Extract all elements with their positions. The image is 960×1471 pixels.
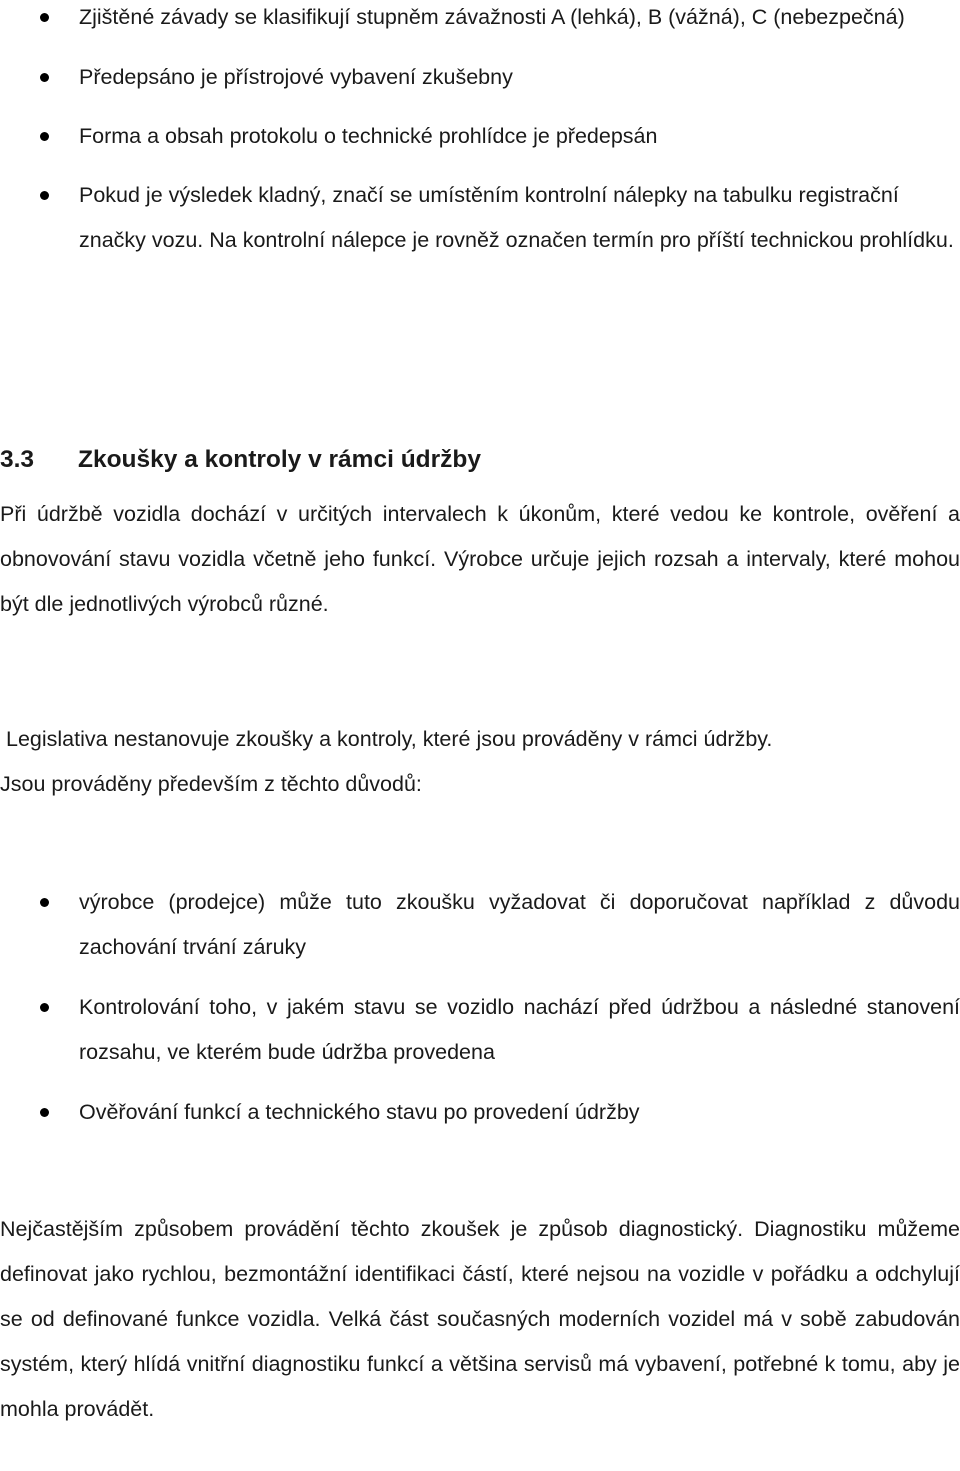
list-item <box>0 55 960 100</box>
section-number: 3.3 <box>0 446 35 473</box>
list-item-text: výrobce (prodejce) může tuto zkoušku vyžadovat či doporučovat například z důvodu zachování trvání záruky <box>79 890 960 959</box>
paragraph-legislation-line1: Legislativa nestanovuje zkoušky a kontroly, které jsou prováděny v rámci údržby. <box>6 727 773 751</box>
top-bullet-list <box>0 0 960 278</box>
list-item-text: Předepsáno je přístrojové vybavení zkušebny <box>79 65 513 89</box>
list-item <box>0 1090 960 1135</box>
list-item-text: Zjištěné závady se klasifikují stupněm závažnosti A (lehká), B (vážná), C (nebezpečná) <box>79 5 905 29</box>
bullet-icon <box>40 191 49 200</box>
list-item <box>0 0 960 40</box>
list-item-text: Ověřování funkcí a technického stavu po provedení údržby <box>79 1100 640 1124</box>
list-item <box>0 173 960 263</box>
paragraph-intro: Při údržbě vozidla dochází v určitých intervalech k úkonům, které vedou ke kontrole, ověření a obnovování stavu vozidla včetně jeho funkcí. Výrobce určuje jejich rozsah a intervaly, které mohou být dle jednotlivých výrobců různé. <box>0 502 960 616</box>
paragraph-diagnostics: Nejčastějším způsobem provádění těchto zkoušek je způsob diagnostický. Diagnostiku můžeme definovat jako rychlou, bezmontážní identifikaci částí, které nejsou na vozidle v pořádku a odchylují se od definované funkce vozidla. Velká část současných moderních vozidel má v sobě zabudován systém, který hlídá vnitřní diagnostiku funkcí a většina servisů má vybavení, potřebné k tomu, aby je mohla provádět. <box>0 1217 960 1421</box>
paragraph-legislation-line2: Jsou prováděny především z těchto důvodů: <box>0 772 422 796</box>
section-title: Zkoušky a kontroly v rámci údržby <box>78 446 482 473</box>
bullet-icon <box>40 132 49 141</box>
bullet-icon <box>40 1108 49 1117</box>
section-heading <box>0 437 960 482</box>
list-item-text: Pokud je výsledek kladný, značí se umístěním kontrolní nálepky na tabulku registrační značky vozu. Na kontrolní nálepce je rovněž označen termín pro příští technickou prohlídku. <box>79 183 954 252</box>
reasons-list <box>0 880 960 1150</box>
bullet-icon <box>40 73 49 82</box>
list-item-text: Forma a obsah protokolu o technické prohlídce je předepsán <box>79 124 658 148</box>
list-item <box>0 985 960 1075</box>
bullet-icon <box>40 898 49 907</box>
bullet-icon <box>40 13 49 22</box>
paragraph-legislation <box>0 717 960 807</box>
bullet-icon <box>40 1003 49 1012</box>
list-item <box>0 114 960 159</box>
list-item <box>0 880 960 970</box>
list-item-text: Kontrolování toho, v jakém stavu se vozidlo nachází před údržbou a následné stanovení rozsahu, ve kterém bude údržba provedena <box>79 995 960 1064</box>
